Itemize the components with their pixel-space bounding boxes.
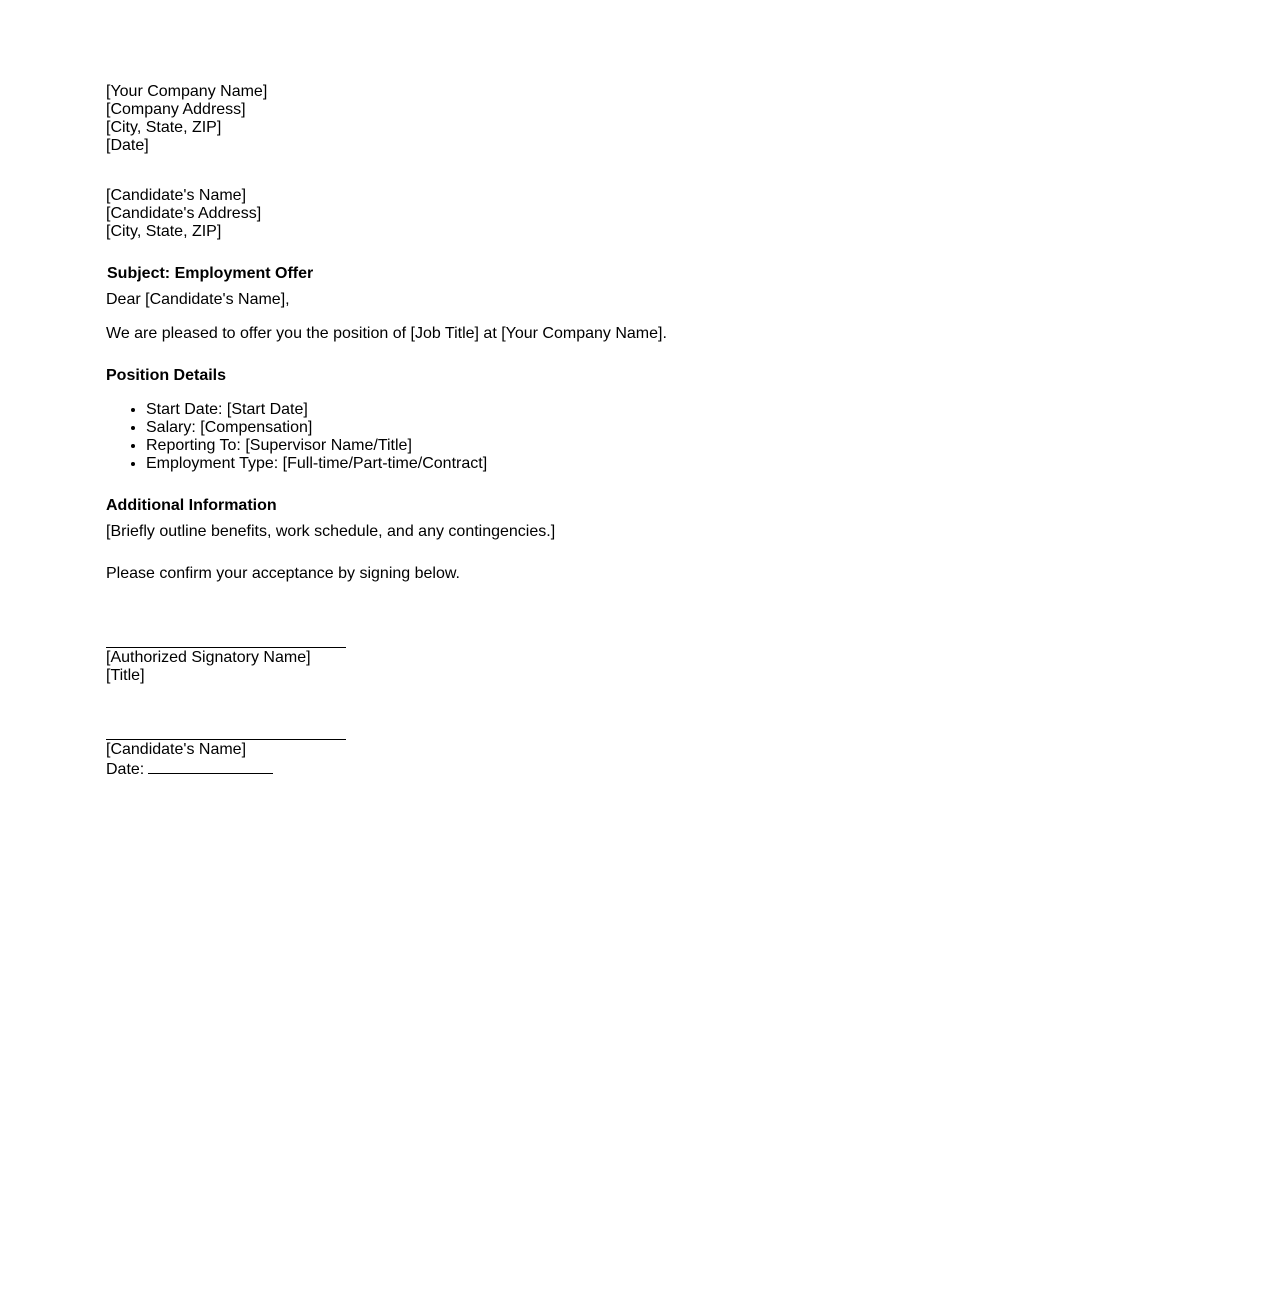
candidate-signature-block [106, 739, 1206, 779]
sender-city-state-zip: [City, State, ZIP] [106, 119, 222, 136]
sender-address-block [106, 83, 1206, 155]
position-details-heading: Position Details [106, 367, 227, 384]
date-blank-line [148, 759, 273, 774]
offer-intro-paragraph: We are pleased to offer you the position of [Job Title] at [Your Company Name]. [106, 325, 667, 342]
recipient-name: [Candidate's Name] [106, 187, 247, 204]
candidate-signature-name: [Candidate's Name] [106, 741, 247, 758]
list-item: • Reporting To: [Supervisor Name/Title] [146, 437, 1206, 455]
additional-information-heading: Additional Information [106, 497, 277, 514]
authorized-signatory-name: [Authorized Signatory Name] [106, 649, 311, 666]
recipient-address: [Candidate's Address] [106, 205, 262, 222]
authorized-signature-line [106, 647, 346, 648]
authorized-signatory-title: [Title] [106, 667, 145, 684]
offer-letter [106, 83, 1206, 779]
candidate-date-row [106, 759, 1206, 779]
list-item: • Employment Type: [Full-time/Part-time/Contract] [146, 455, 1206, 473]
letter-greeting: Dear [Candidate's Name], [106, 291, 290, 308]
confirmation-text: Please confirm your acceptance by signing below. [106, 565, 460, 582]
letter-subject: Subject: Employment Offer [107, 265, 314, 282]
authorized-signature-block [106, 647, 1206, 685]
recipient-address-block [106, 187, 1206, 241]
sender-company-address: [Company Address] [106, 101, 246, 118]
recipient-city-state-zip: [City, State, ZIP] [106, 223, 222, 240]
list-item: • Salary: [Compensation] [146, 419, 1206, 437]
letter-date: [Date] [106, 137, 149, 154]
candidate-signature-line [106, 739, 346, 740]
position-details-list [106, 401, 1206, 473]
date-label: Date: [106, 761, 145, 778]
sender-company-name: [Your Company Name] [106, 83, 268, 100]
list-item: • Start Date: [Start Date] [146, 401, 1206, 419]
additional-information-text: [Briefly outline benefits, work schedule, and any contingencies.] [106, 523, 556, 540]
